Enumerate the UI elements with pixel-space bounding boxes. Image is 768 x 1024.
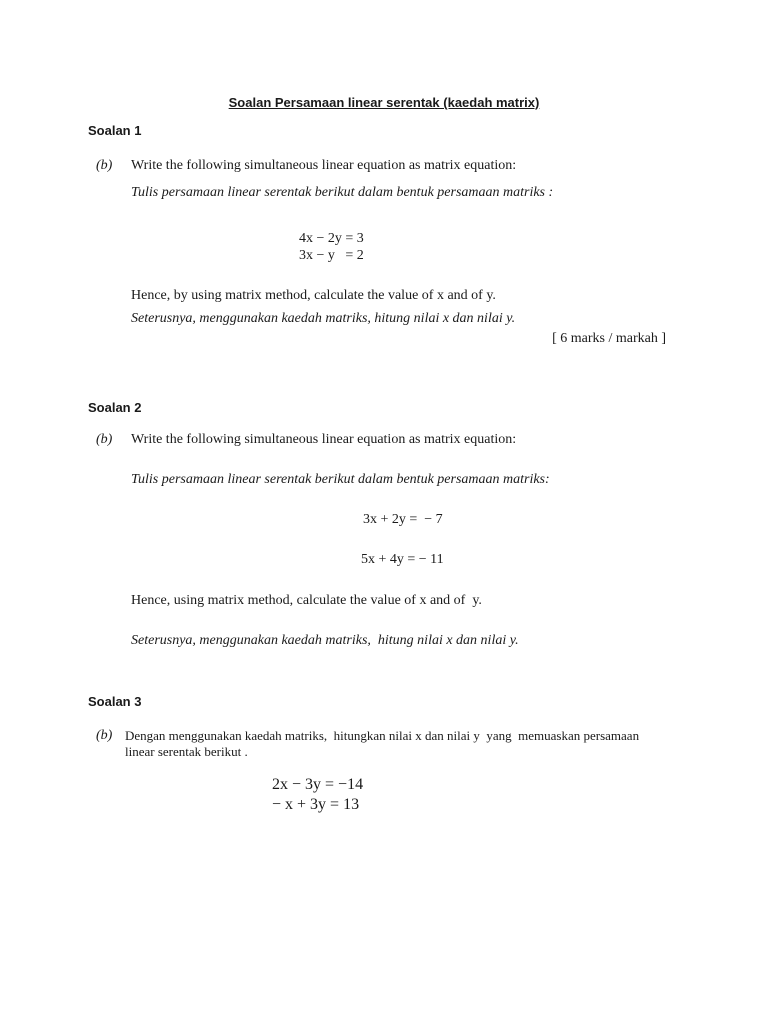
question-3-part-label: (b)	[96, 728, 113, 743]
question-1-part-label: (b)	[96, 158, 113, 173]
page-title: Soalan Persamaan linear serentak (kaedah matrix)	[228, 95, 540, 110]
question-2-hence-ms: Seterusnya, menggunakan kaedah matriks, hitung nilai x dan nilai y.	[131, 633, 519, 648]
question-1-equation-1: 4x − 2y = 3	[299, 231, 364, 246]
question-1-hence-ms: Seterusnya, menggunakan kaedah matriks, hitung nilai x dan nilai y.	[131, 311, 516, 326]
question-2-heading: Soalan 2	[88, 400, 142, 415]
question-2-instruction-en: Write the following simultaneous linear equation as matrix equation:	[131, 432, 517, 447]
question-1-equation-2: 3x − y = 2	[299, 248, 364, 263]
question-2-instruction-ms: Tulis persamaan linear serentak berikut dalam bentuk persamaan matriks:	[131, 472, 550, 487]
question-1-instruction-ms: Tulis persamaan linear serentak berikut dalam bentuk persamaan matriks :	[131, 185, 554, 200]
question-3-text-line-1: Dengan menggunakan kaedah matriks, hitungkan nilai x dan nilai y yang memuaskan persamaan	[125, 728, 640, 743]
question-2-part-label: (b)	[96, 432, 113, 447]
question-2-equation-2: 5x + 4y = − 11	[361, 552, 444, 567]
question-3-text-line-2: linear serentak berikut .	[125, 744, 248, 759]
question-2-equation-1: 3x + 2y = − 7	[363, 512, 443, 527]
question-1-instruction-en: Write the following simultaneous linear equation as matrix equation:	[131, 158, 517, 173]
question-3-equation-1: 2x − 3y = −14	[272, 776, 364, 793]
question-3-heading: Soalan 3	[88, 694, 142, 709]
question-2-hence-en: Hence, using matrix method, calculate the value of x and of y.	[131, 593, 482, 608]
question-3-equation-2: − x + 3y = 13	[272, 796, 360, 813]
question-1-hence-en: Hence, by using matrix method, calculate the value of x and of y.	[131, 288, 496, 303]
question-1-marks: [ 6 marks / markah ]	[552, 331, 666, 346]
question-1-heading: Soalan 1	[88, 123, 142, 138]
